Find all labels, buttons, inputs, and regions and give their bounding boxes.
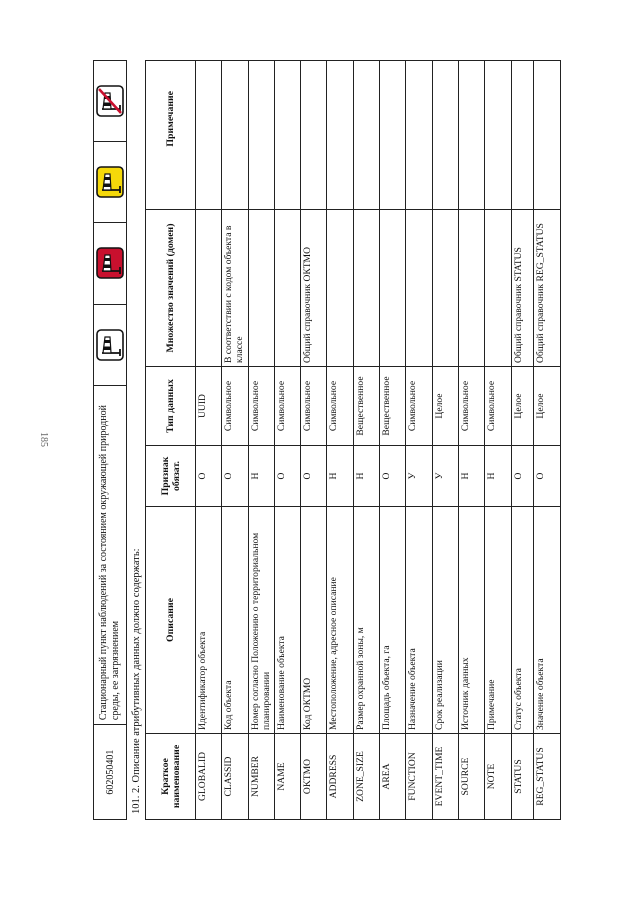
cell-required-flag: О — [196, 446, 222, 507]
cell-required-flag: О — [222, 446, 248, 507]
cell-note — [274, 61, 300, 210]
cell-description: Площадь объекта, га — [380, 507, 406, 734]
cell-short-name: GLOBALID — [196, 734, 222, 820]
cell-short-name: AREA — [380, 734, 406, 820]
cell-data-type: Символьное — [222, 367, 248, 446]
table-row — [380, 61, 406, 820]
cell-short-name: SOURCE — [458, 734, 484, 820]
cell-required-flag: У — [406, 446, 432, 507]
cell-domain: Общий справочник ОКТМО — [301, 210, 327, 367]
cell-required-flag: О — [511, 446, 533, 507]
cell-domain — [196, 210, 222, 367]
header-table — [93, 60, 127, 820]
object-code: 602050401 — [94, 725, 127, 820]
cell-domain — [274, 210, 300, 367]
cell-description: Код ОКТМО — [301, 507, 327, 734]
cell-short-name: NUMBER — [248, 734, 274, 820]
col-short-name: Краткое наименование — [146, 734, 196, 820]
col-required-flag: Признак обязат. — [146, 446, 196, 507]
cell-domain — [353, 210, 379, 367]
table-row — [301, 61, 327, 820]
cell-domain: Общий справочник STATUS — [511, 210, 533, 367]
col-note: Примечание — [146, 61, 196, 210]
table-row — [533, 61, 560, 820]
table-row — [248, 61, 274, 820]
cell-domain — [380, 210, 406, 367]
cell-required-flag: Н — [248, 446, 274, 507]
table-row — [353, 61, 379, 820]
cell-data-type: UUID — [196, 367, 222, 446]
cell-note — [432, 61, 458, 210]
cell-short-name: FUNCTION — [406, 734, 432, 820]
icon-cell-3 — [94, 142, 127, 223]
windsock-black-on-white-icon — [96, 329, 124, 361]
cell-required-flag: О — [301, 446, 327, 507]
icon-cell-2 — [94, 223, 127, 304]
cell-description: Значение объекта — [533, 507, 560, 734]
cell-description: Идентификатор объекта — [196, 507, 222, 734]
cell-description: Назначение объекта — [406, 507, 432, 734]
icon-cell-1 — [94, 304, 127, 385]
cell-data-type: Символьное — [274, 367, 300, 446]
cell-data-type: Символьное — [406, 367, 432, 446]
cell-short-name: ZONE_SIZE — [353, 734, 379, 820]
cell-domain: Общий справочник REG_STATUS — [533, 210, 560, 367]
windsock-on-yellow-icon — [96, 166, 124, 198]
cell-data-type: Символьное — [485, 367, 511, 446]
object-title: Стационарный пункт наблюдений за состоянием окружающей природной среды, ее загрязнением — [94, 385, 127, 724]
cell-required-flag: Н — [353, 446, 379, 507]
cell-domain — [248, 210, 274, 367]
cell-note — [406, 61, 432, 210]
cell-data-type: Символьное — [327, 367, 353, 446]
table-row — [432, 61, 458, 820]
cell-note — [301, 61, 327, 210]
table-row — [485, 61, 511, 820]
windsock-on-red-icon — [96, 247, 124, 279]
cell-description: Размер охранной зоны, м — [353, 507, 379, 734]
cell-data-type: Символьное — [458, 367, 484, 446]
cell-short-name: REG_STATUS — [533, 734, 560, 820]
cell-note — [353, 61, 379, 210]
cell-description: Примечание — [485, 507, 511, 734]
table-row — [274, 61, 300, 820]
cell-short-name: STATUS — [511, 734, 533, 820]
cell-note — [485, 61, 511, 210]
cell-data-type: Вещественное — [380, 367, 406, 446]
cell-required-flag: У — [432, 446, 458, 507]
table-row — [196, 61, 222, 820]
table-row — [458, 61, 484, 820]
cell-required-flag: О — [380, 446, 406, 507]
cell-description: Статус объекта — [511, 507, 533, 734]
cell-data-type: Вещественное — [353, 367, 379, 446]
col-domain: Множество значений (домен) — [146, 210, 196, 367]
cell-description: Наименование объекта — [274, 507, 300, 734]
cell-required-flag: О — [533, 446, 560, 507]
col-description: Описание — [146, 507, 196, 734]
cell-short-name: OKTMO — [301, 734, 327, 820]
cell-data-type: Целое — [511, 367, 533, 446]
cell-domain — [485, 210, 511, 367]
attributes-table — [145, 60, 561, 820]
table-row — [222, 61, 248, 820]
cell-domain — [327, 210, 353, 367]
table-row — [511, 61, 533, 820]
windsock-crossed-out-icon — [96, 85, 124, 117]
cell-description: Код объекта — [222, 507, 248, 734]
attributes-caption: 101. 2. Описание атрибутивных данных должно содержать: — [131, 548, 142, 814]
cell-note — [458, 61, 484, 210]
cell-short-name: CLASSID — [222, 734, 248, 820]
cell-description: Номер согласно Положению о территориальном планировании — [248, 507, 274, 734]
table-row — [406, 61, 432, 820]
cell-short-name: NOTE — [485, 734, 511, 820]
cell-note — [222, 61, 248, 210]
cell-note — [533, 61, 560, 210]
cell-required-flag: Н — [485, 446, 511, 507]
col-data-type: Тип данных — [146, 367, 196, 446]
cell-note — [248, 61, 274, 210]
cell-required-flag: Н — [327, 446, 353, 507]
cell-description: Срок реализации — [432, 507, 458, 734]
cell-data-type: Символьное — [248, 367, 274, 446]
icon-cell-4 — [94, 61, 127, 142]
cell-domain — [406, 210, 432, 367]
cell-note — [327, 61, 353, 210]
table-header-row — [146, 61, 196, 820]
cell-description: Местоположение, адресное описание — [327, 507, 353, 734]
cell-note — [511, 61, 533, 210]
cell-short-name: ADDRESS — [327, 734, 353, 820]
cell-data-type: Целое — [533, 367, 560, 446]
cell-domain — [458, 210, 484, 367]
cell-data-type: Символьное — [301, 367, 327, 446]
cell-short-name: EVENT_TIME — [432, 734, 458, 820]
cell-domain: В соответствии с кодом объекта в классе — [222, 210, 248, 367]
cell-note — [196, 61, 222, 210]
cell-note — [380, 61, 406, 210]
cell-data-type: Целое — [432, 367, 458, 446]
cell-domain — [432, 210, 458, 367]
cell-required-flag: О — [274, 446, 300, 507]
table-row — [327, 61, 353, 820]
page-number: 185 — [38, 432, 49, 447]
cell-description: Источник данных — [458, 507, 484, 734]
rotated-page-content — [93, 60, 613, 820]
cell-required-flag: Н — [458, 446, 484, 507]
cell-short-name: NAME — [274, 734, 300, 820]
